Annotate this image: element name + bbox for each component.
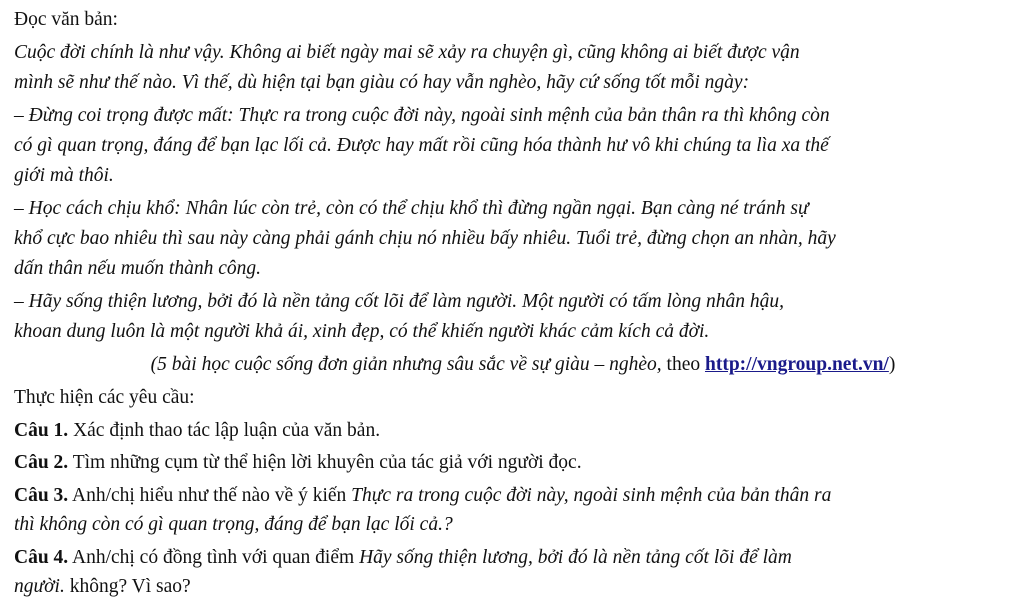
question-text: Xác định thao tác lập luận của văn bản. [68, 420, 381, 441]
question-text: Anh/chị hiểu như thế nào về ý kiến [68, 485, 352, 506]
question-label: Câu 3. [14, 485, 69, 506]
source-theo: theo [666, 354, 705, 375]
advice-line: – Hãy sống thiện lương, bởi đó là nền tảng cốt lõi để làm người. Một người có tấm lòng nhân hậu, [14, 291, 785, 312]
question-1 [14, 417, 1010, 445]
advice-line: có gì quan trọng, đáng để bạn lạc lối cả. Được hay mất rồi cũng hóa thành hư vô khi chúng ta lìa xa thế [14, 135, 829, 156]
question-2 [14, 449, 1010, 477]
intro-paragraph [14, 38, 1010, 98]
source-title: (5 bài học cuộc sống đơn giản nhưng sâu sắc về sự giàu – nghèo, [150, 354, 667, 375]
advice-point-2 [14, 194, 1010, 284]
question-text: Tìm những cụm từ thể hiện lời khuyên của tác giả với người đọc. [68, 452, 582, 473]
question-quote: Hãy sống thiện lương, bởi đó là nền tảng cốt lõi để làm [359, 547, 792, 568]
advice-point-3 [14, 287, 1010, 347]
intro-line: mình sẽ như thế nào. Vì thế, dù hiện tại bạn giàu có hay vẫn nghèo, hãy cứ sống tốt mỗi ngày: [14, 72, 750, 93]
question-label: Câu 4. [14, 547, 69, 568]
tasks-heading: Thực hiện các yêu cầu: [14, 387, 195, 408]
advice-line: khoan dung luôn là một người khả ái, xinh đẹp, có thể khiến người khác cảm kích cả đời. [14, 321, 710, 342]
question-quote: Thực ra trong cuộc đời này, ngoài sinh mệnh của bản thân ra [351, 485, 832, 506]
advice-line: – Học cách chịu khổ: Nhân lúc còn trẻ, còn có thể chịu khổ thì đừng ngần ngại. Bạn càng né tránh sự [14, 198, 809, 219]
reading-heading: Đọc văn bản: [14, 9, 118, 30]
question-tail: không? Vì sao? [64, 576, 191, 597]
source-link[interactable]: http://vngroup.net.vn/ [704, 354, 889, 375]
question-text: Anh/chị có đồng tình với quan điểm [68, 547, 360, 568]
question-4 [14, 543, 1010, 601]
question-label: Câu 1. [14, 420, 69, 441]
advice-line: khổ cực bao nhiêu thì sau này càng phải gánh chịu nó nhiều bấy nhiêu. Tuổi trẻ, đừng chọn an nhàn, hãy [14, 228, 836, 249]
question-line [14, 572, 1010, 601]
advice-line: giới mà thôi. [14, 165, 114, 186]
question-3 [14, 481, 1010, 539]
question-quote-cont: thì không còn có gì quan trọng, đáng để bạn lạc lối cả.? [14, 514, 453, 535]
question-label: Câu 2. [14, 452, 69, 473]
source-close: ) [888, 354, 896, 375]
intro-line: Cuộc đời chính là như vậy. Không ai biết ngày mai sẽ xảy ra chuyện gì, cũng không ai biết được vận [14, 42, 800, 63]
question-line [14, 543, 1010, 572]
advice-point-1 [14, 101, 1010, 191]
question-quote-cont: người. [14, 576, 65, 597]
advice-line: dấn thân nếu muốn thành công. [14, 258, 261, 279]
source-citation [14, 350, 1010, 380]
advice-line: – Đừng coi trọng được mất: Thực ra trong cuộc đời này, ngoài sinh mệnh của bản thân ra thì không còn [14, 105, 830, 126]
question-line [14, 481, 1010, 510]
